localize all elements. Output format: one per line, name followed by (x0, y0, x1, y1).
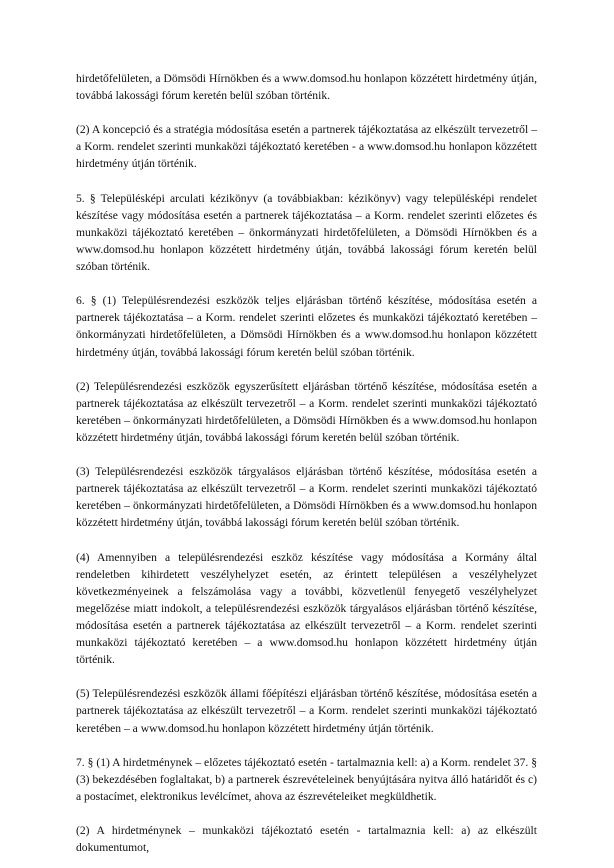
paragraph-4-2: (2) A koncepció és a stratégia módosítása esetén a partnerek tájékoztatása az elkészült tervezetről – a Korm. rendelet szerinti munkaközi tájékoztató keretében - a www.domsod.hu honlapon közzétett hirdetmény útján történik. (76, 123, 537, 171)
document-body (76, 70, 537, 856)
paragraph-7-1: 7. § (1) A hirdetménynek – előzetes tájékoztató esetén - tartalmaznia kell: a) a Korm. rendelet 37. § (3) bekezdésében foglaltakat, b) a partnerek észrevételeinek benyújtására nyitva álló határidőt és c) a postacímet, elektronikus levélcímet, ahova az észrevételeiket megküldhetik. (76, 755, 537, 803)
paragraph-7-2: (2) A hirdetménynek – munkaközi tájékoztató esetén - tartalmaznia kell: a) az elkészült dokumentumot, (76, 824, 537, 855)
paragraph-6-2: (2) Településrendezési eszközök egyszerűsített eljárásban történő készítése, módosítása esetén a partnerek tájékoztatása az elkészült tervezetről – a Korm. rendelet szerinti munkaközi tájékoztató keretében – önkormányzati hirdetőfelületen, a Dömsödi Hírnökben és a www.domsod.hu honlapon közzétett hirdetmény útján, továbbá lakossági fórum keretén belül szóban történik. (76, 379, 537, 444)
paragraph-6-3: (3) Településrendezési eszközök tárgyalásos eljárásban történő készítése, módosítása esetén a partnerek tájékoztatása az elkészült tervezetről – a Korm. rendelet szerinti munkaközi tájékoztató keretében – önkormányzati hirdetőfelületen, a Dömsödi Hírnökben és a www.domsod.hu honlapon közzétett hirdetmény útján, továbbá lakossági fórum keretén belül szóban történik. (76, 465, 537, 530)
paragraph-6-1: 6. § (1) Településrendezési eszközök teljes eljárásban történő készítése, módosítása esetén a partnerek tájékoztatása – a Korm. rendelet szerinti előzetes és munkaközi tájékoztató keretében – önkormányzati hirdetőfelületen, a Dömsödi Hírnökben és a www.domsod.hu honlapon közzétett hirdetmény útján, továbbá lakossági fórum keretén belül szóban történik. (76, 294, 537, 359)
paragraph-6-4: (4) Amennyiben a településrendezési eszköz készítése vagy módosítása a Kormány által rendeletben kihirdetett veszélyhelyzet esetén, az érintett településen a veszélyhelyzet következményeinek a felszámolása vagy a további, közvetlenül fenyegető veszélyhelyzet megelőzése miatt indokolt, a településrendezési eszközök tárgyalásos eljárásban történő készítése, módosítása esetén a partnerek tájékoztatása az elkészült tervezetről – a Korm. rendelet szerinti munkaközi tájékoztató keretében – a www.domsod.hu honlapon közzétett hirdetmény útján történik. (76, 550, 537, 667)
paragraph-6-5: (5) Településrendezési eszközök állami főépítészi eljárásban történő készítése, módosítása esetén a partnerek tájékoztatása az elkészült tervezetről – a Korm. rendelet szerinti munkaközi tájékoztató keretében – a www.domsod.hu honlapon közzétett hirdetmény útján történik. (76, 687, 537, 735)
paragraph-5: 5. § Településképi arculati kézikönyv (a továbbiakban: kézikönyv) vagy településképi rendelet készítése vagy módosítása esetén a partnerek tájékoztatása – a Korm. rendelet szerinti előzetes és munkaközi tájékoztató keretében – önkormányzati hirdetőfelületen, a Dömsödi Hírnökben és a www.domsod.hu honlapon közzétett hirdetmény útján, továbbá lakossági fórum keretén belül szóban történik. (76, 191, 537, 274)
paragraph-continuation: hirdetőfelületen, a Dömsödi Hírnökben és a www.domsod.hu honlapon közzétett hirdetmény útján, továbbá lakossági fórum keretén belül szóban történik. (76, 72, 537, 103)
